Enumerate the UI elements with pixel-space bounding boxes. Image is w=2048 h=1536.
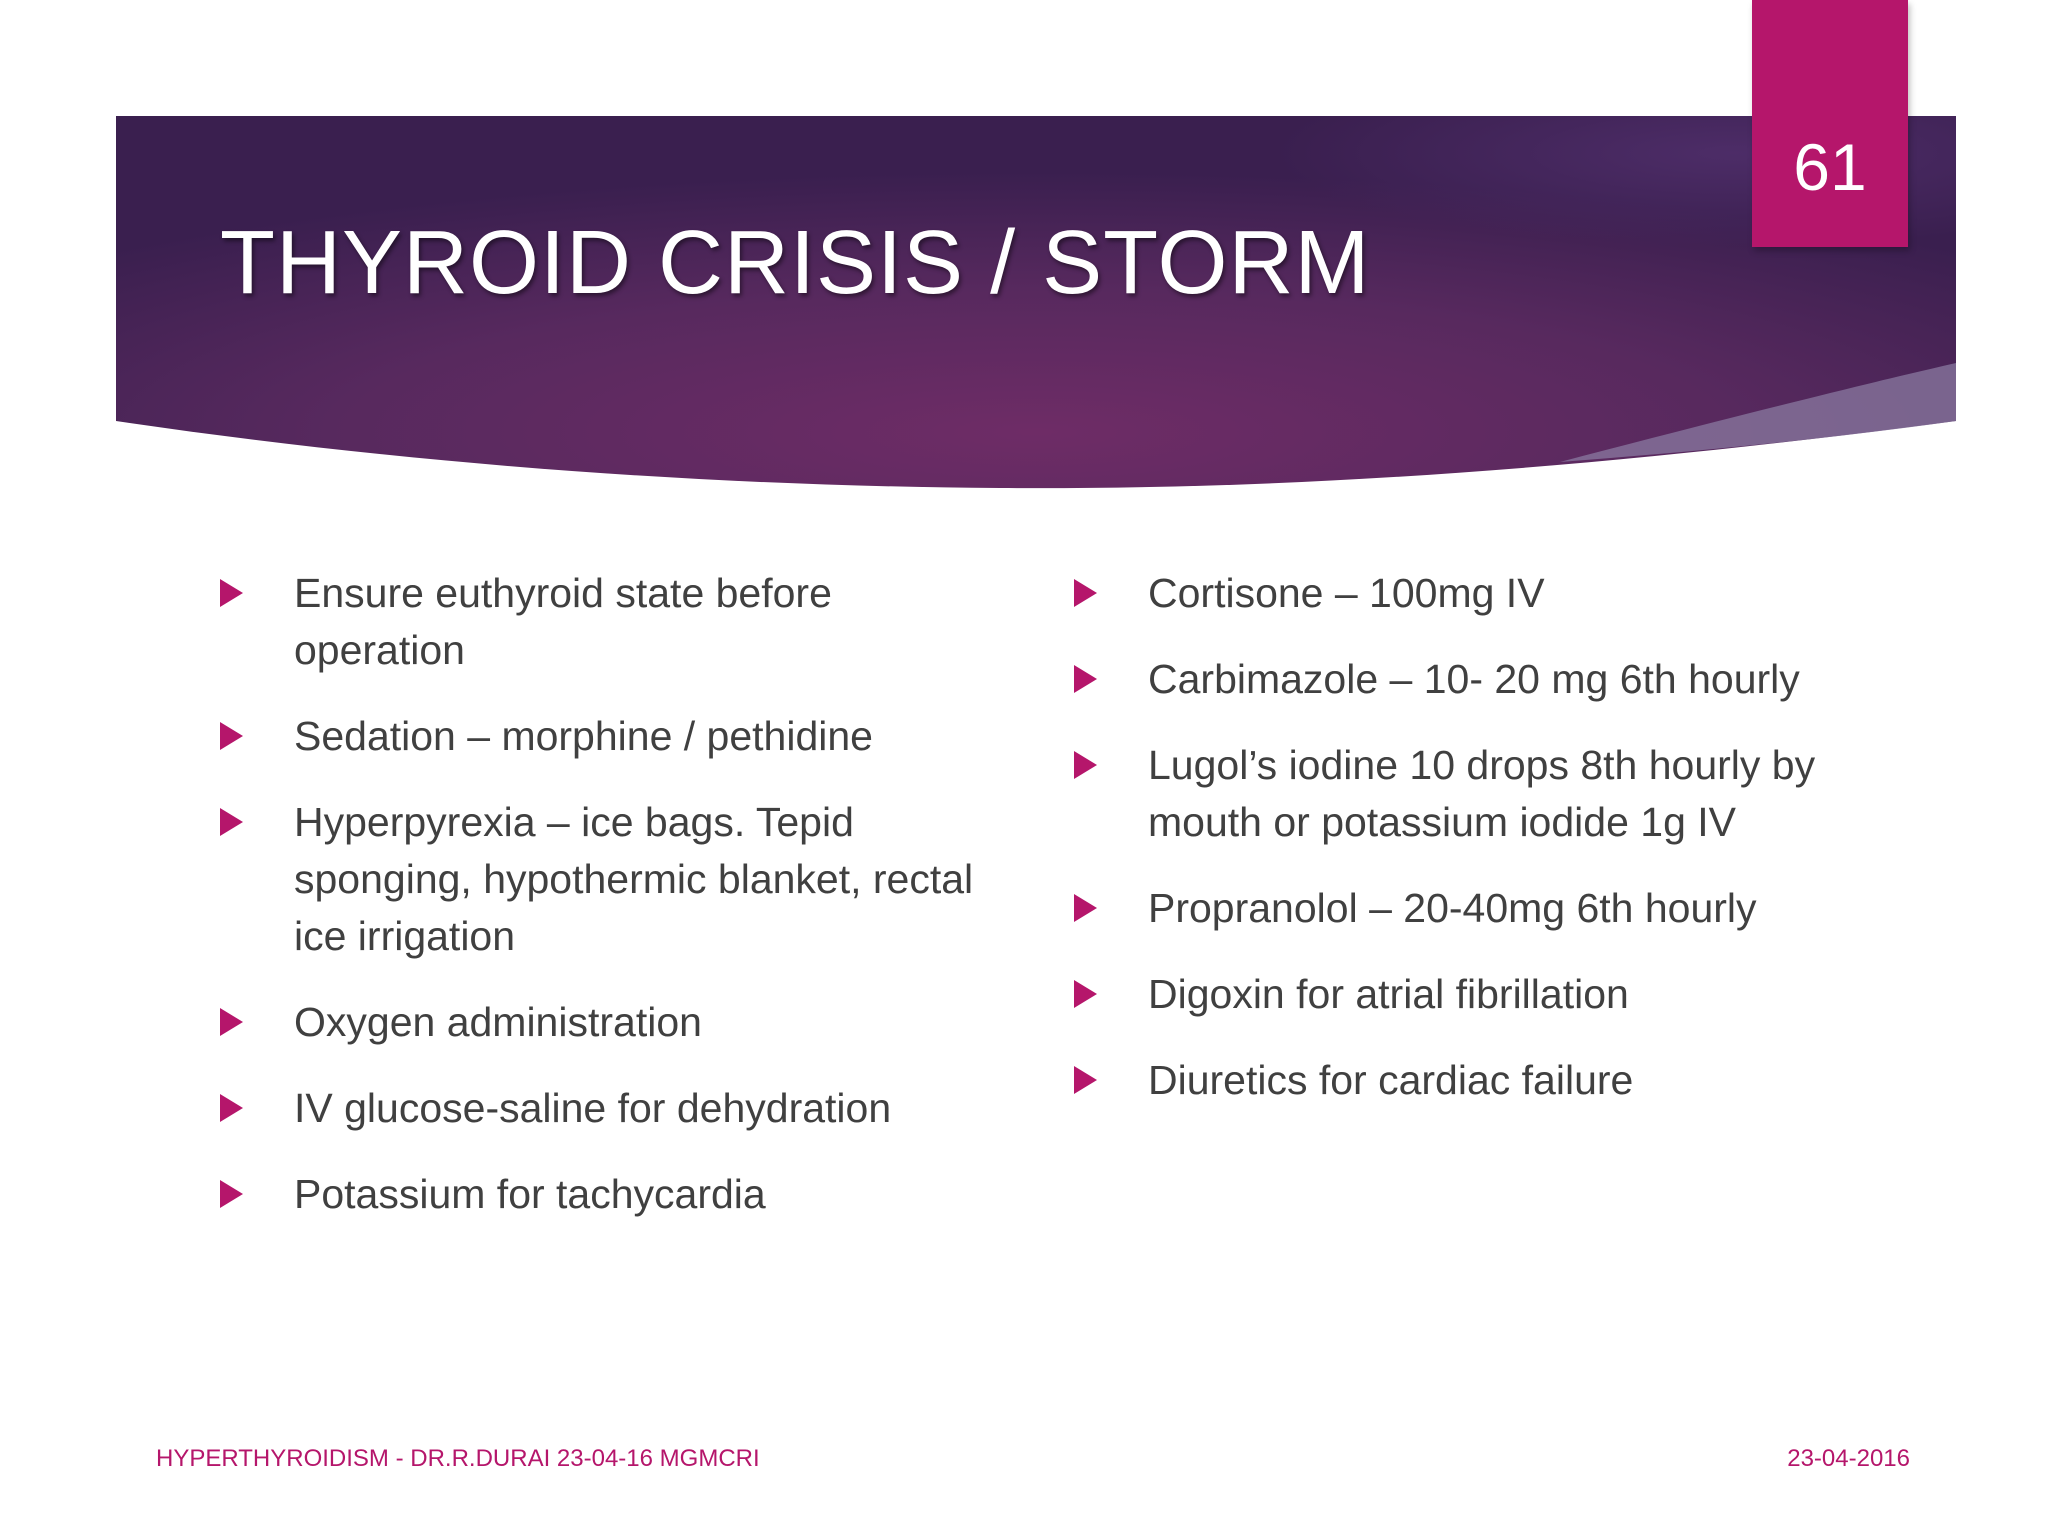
footer-presentation-title: HYPERTHYROIDISM - DR.R.DURAI 23-04-16 MGMCRI: [156, 1445, 760, 1472]
list-item-text: Digoxin for atrial fibrillation: [1148, 971, 1629, 1017]
slide-title: THYROID CRISIS / STORM: [220, 213, 1371, 313]
list-item-text: Ensure euthyroid state before operation: [294, 570, 832, 673]
list-item: [1072, 880, 1902, 937]
list-item-text: Cortisone – 100mg IV: [1148, 570, 1545, 616]
list-item: [218, 994, 978, 1051]
list-item-text: Diuretics for cardiac failure: [1148, 1057, 1634, 1103]
triangle-right-icon: [1074, 894, 1097, 922]
list-item-text: Lugol’s iodine 10 drops 8th hourly by mouth or potassium iodide 1g IV: [1148, 742, 1816, 845]
list-item: [218, 708, 978, 765]
triangle-right-icon: [220, 808, 243, 836]
list-item: [1072, 1052, 1902, 1109]
list-item-text: Propranolol – 20-40mg 6th hourly: [1148, 885, 1757, 931]
list-item: [1072, 651, 1902, 708]
footer-date: 23-04-2016: [1787, 1445, 1910, 1472]
list-item-text: Sedation – morphine / pethidine: [294, 713, 873, 759]
triangle-right-icon: [1074, 579, 1097, 607]
list-item-text: Potassium for tachycardia: [294, 1171, 766, 1217]
triangle-right-icon: [220, 1008, 243, 1036]
list-item: [1072, 966, 1902, 1023]
list-item-text: IV glucose-saline for dehydration: [294, 1085, 892, 1131]
list-item: [218, 1080, 978, 1137]
page-number-badge: [1752, 0, 1908, 247]
right-bullet-list: [1072, 565, 1902, 1138]
triangle-right-icon: [1074, 665, 1097, 693]
list-item-text: Carbimazole – 10- 20 mg 6th hourly: [1148, 656, 1800, 702]
list-item: [1072, 737, 1902, 851]
page-number: 61: [1793, 130, 1867, 204]
triangle-right-icon: [220, 1180, 243, 1208]
triangle-right-icon: [1074, 751, 1097, 779]
list-item: [218, 565, 978, 679]
list-item: [218, 1166, 978, 1223]
triangle-right-icon: [220, 579, 243, 607]
list-item-text: Oxygen administration: [294, 999, 702, 1045]
triangle-right-icon: [1074, 1066, 1097, 1094]
triangle-right-icon: [220, 1094, 243, 1122]
list-item: [1072, 565, 1902, 622]
triangle-right-icon: [1074, 980, 1097, 1008]
left-bullet-list: [218, 565, 978, 1252]
triangle-right-icon: [220, 722, 243, 750]
list-item-text: Hyperpyrexia – ice bags. Tepid sponging, hypothermic blanket, rectal ice irrigation: [294, 799, 974, 959]
list-item: [218, 794, 978, 965]
